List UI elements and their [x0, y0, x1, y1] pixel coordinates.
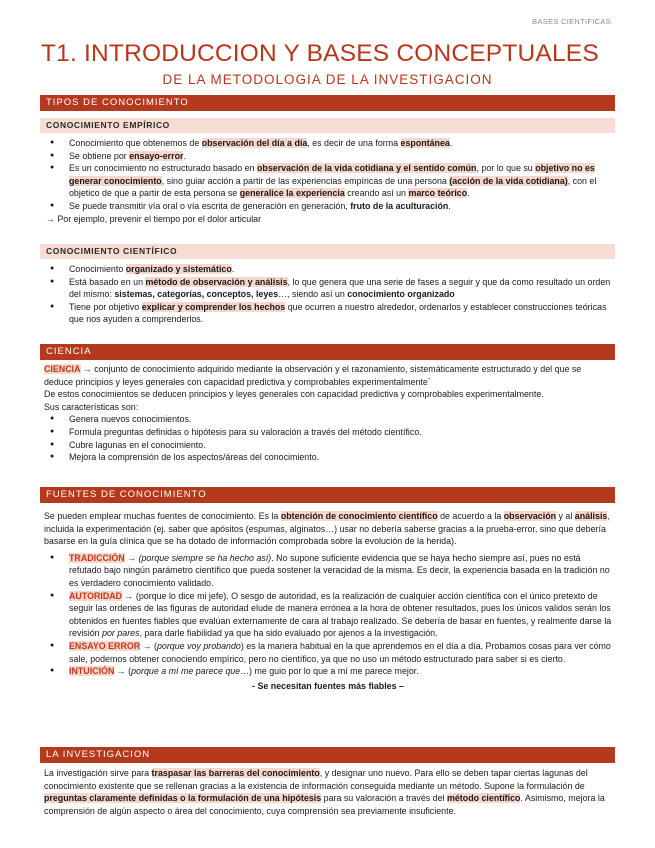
investigacion-text: La investigación sirve para traspasar las barreras del conocimiento, y designar uno nuevo. Para ello se deben tapar ciertas lagunas del conocimiento existente que se rellenan gracias a la existencia de información conseguida mediante un método. Supone la formulación de preguntas claramente definidas o la formulación de una hipótesis para su valoración a través del método científico. Asimismo, mejora la comprensión de algún aspecto o área del conocimiento, cuya comprensión sea previamente insuficiente. [44, 768, 605, 816]
list-item: ● Conocimiento organizado y sistemático. [44, 263, 612, 276]
list-item: ● Se obtiene por ensayo-error. [44, 150, 612, 163]
list-item: ● INTUICIÓN → (porque a mí me parece que…) me guio por lo que a mí me parece mejor. [44, 665, 612, 678]
fuentes-content [44, 510, 612, 692]
ciencia-line: Sus características son: [44, 401, 139, 412]
subsection-header-cientifico: CONOCIMIENTO CIENTÍFICO [40, 244, 615, 259]
list-item: ● Tiene por objetivo explicar y comprender los hechos que ocurren a nuestro alrededor, ordenarlos y establecer construcciones teóricas que nos ayuden a comprenderlos. [44, 301, 612, 326]
list-item: ● Es un conocimiento no estructurado basado en observación de la vida cotidiana y el sentido común, por lo que su objetivo no es generar conocimiento, sino guiar acción a partir de las experiencias empíricas de una persona (acción de la vida cotidiana), con el objetico de que a partir de esta persona se generalice la experiencia creando así un marco teórico. [44, 162, 612, 200]
fuentes-closing: - Se necesitan fuentes más fiables – [252, 680, 404, 691]
subsection-header-empirico: CONOCIMIENTO EMPÍRICO [40, 118, 615, 133]
list-item: ● Conocimiento que obtenemos de observación del día a día, es decir de una forma espontánea. [44, 137, 612, 150]
list-item: ● Genera nuevos conocimientos. [44, 413, 612, 426]
list-item: ● Cubre lagunas en el conocimiento. [44, 439, 612, 452]
empirico-example: → Por ejemplo, prevenir el tiempo por el dolor articular [46, 213, 262, 224]
list-item: ● Se puede transmitir vía oral o vía escrita de generación en generación, fruto de la aculturación. [44, 200, 612, 213]
ciencia-line: De estos conocimientos se deducen principios y leyes generales con capacidad predictiva y comprobables experimentalmente. [44, 389, 544, 400]
page-subtitle: DE LA METODOLOGIA DE LA INVESTIGACION [162, 72, 493, 87]
running-head: BASES CIENTIFICAS [532, 17, 611, 26]
ciencia-intro: CIENCIA → conjunto de conocimiento adquirido mediante la observación y el razonamiento, sistemáticamente estructurado y del que se deduce principios y leyes generales con capacidad predictiva y comprobables experimentalmente´ [44, 364, 582, 387]
empirico-content [44, 137, 612, 225]
list-item: ● Está basado en un método de observación y análisis, lo que genera que una serie de fases a seguir y que da como resultado un orden del mismo: sistemas, categorías, conceptos, leyes…, siendo así un conocimiento organizado [44, 276, 612, 301]
page-title: T1. INTRODUCCION Y BASES CONCEPTUALES [41, 40, 599, 67]
section-header-tipos: TIPOS DE CONOCIMIENTO [40, 95, 615, 111]
ciencia-content [44, 363, 612, 464]
fuentes-intro: Se pueden emplear muchas fuentes de conocimiento. Es la obtención de conocimiento científico de acuerdo a la observación y al análisis, incluida la experimentación (ej. saber que apósitos (espumas, alginatos…) usar no debería saberse gracias a la prueba-error, sino que debería basarse en la guía clínica que se ha dotado de información comprobada sobre la evolución de la herida). [44, 511, 610, 547]
list-item: ● ENSAYO ERROR → (porque voy probando) es la manera habitual en la que aprendemos en el día a día. Probamos cosas para ver cómo sale, podemos obtener conociendo empírico, pero no científico, ya que no uso un método estructurado para saber si es cierto. [44, 640, 612, 665]
cientifico-content [44, 263, 612, 326]
list-item: ● AUTORIDAD → (porque lo dice mi jefe). O sesgo de autoridad, es la realización de cualquier acción científica con el único pretexto de seguir las ordenes de las figuras de autoridad elude de manera errónea a la hora de obtener resultados, pues los únicos validos serán los obtenidos en fuentes fiables que evalúan externamente de cara al trabajo realizado. Se debería de basar en fuentes, y realmente darse la revisión por pares, para darle fiabilidad ya que ha sido evaluado por ajenos a la investigación. [44, 590, 612, 640]
section-header-fuentes: FUENTES DE CONOCIMIENTO [40, 487, 615, 503]
section-header-ciencia: CIENCIA [40, 344, 615, 360]
section-header-investigacion: LA INVESTIGACION [40, 747, 615, 763]
list-item: ● Formula preguntas definidas o hipótesis para su valoración a través del método científico. [44, 426, 612, 439]
investigacion-content [44, 767, 612, 817]
list-item: ● TRADICCIÓN → (porque siempre se ha hecho así). No supone suficiente evidencia que se haya hecho siempre así, pues no está refutado bajo ningún parámetro científico que pueda sostener la veracidad de la misma. Es decir, la experiencia basada en la tradición no es verdadero conocimiento validado. [44, 552, 612, 590]
list-item: ● Mejora la comprensión de los aspectos/áreas del conocimiento. [44, 451, 612, 464]
